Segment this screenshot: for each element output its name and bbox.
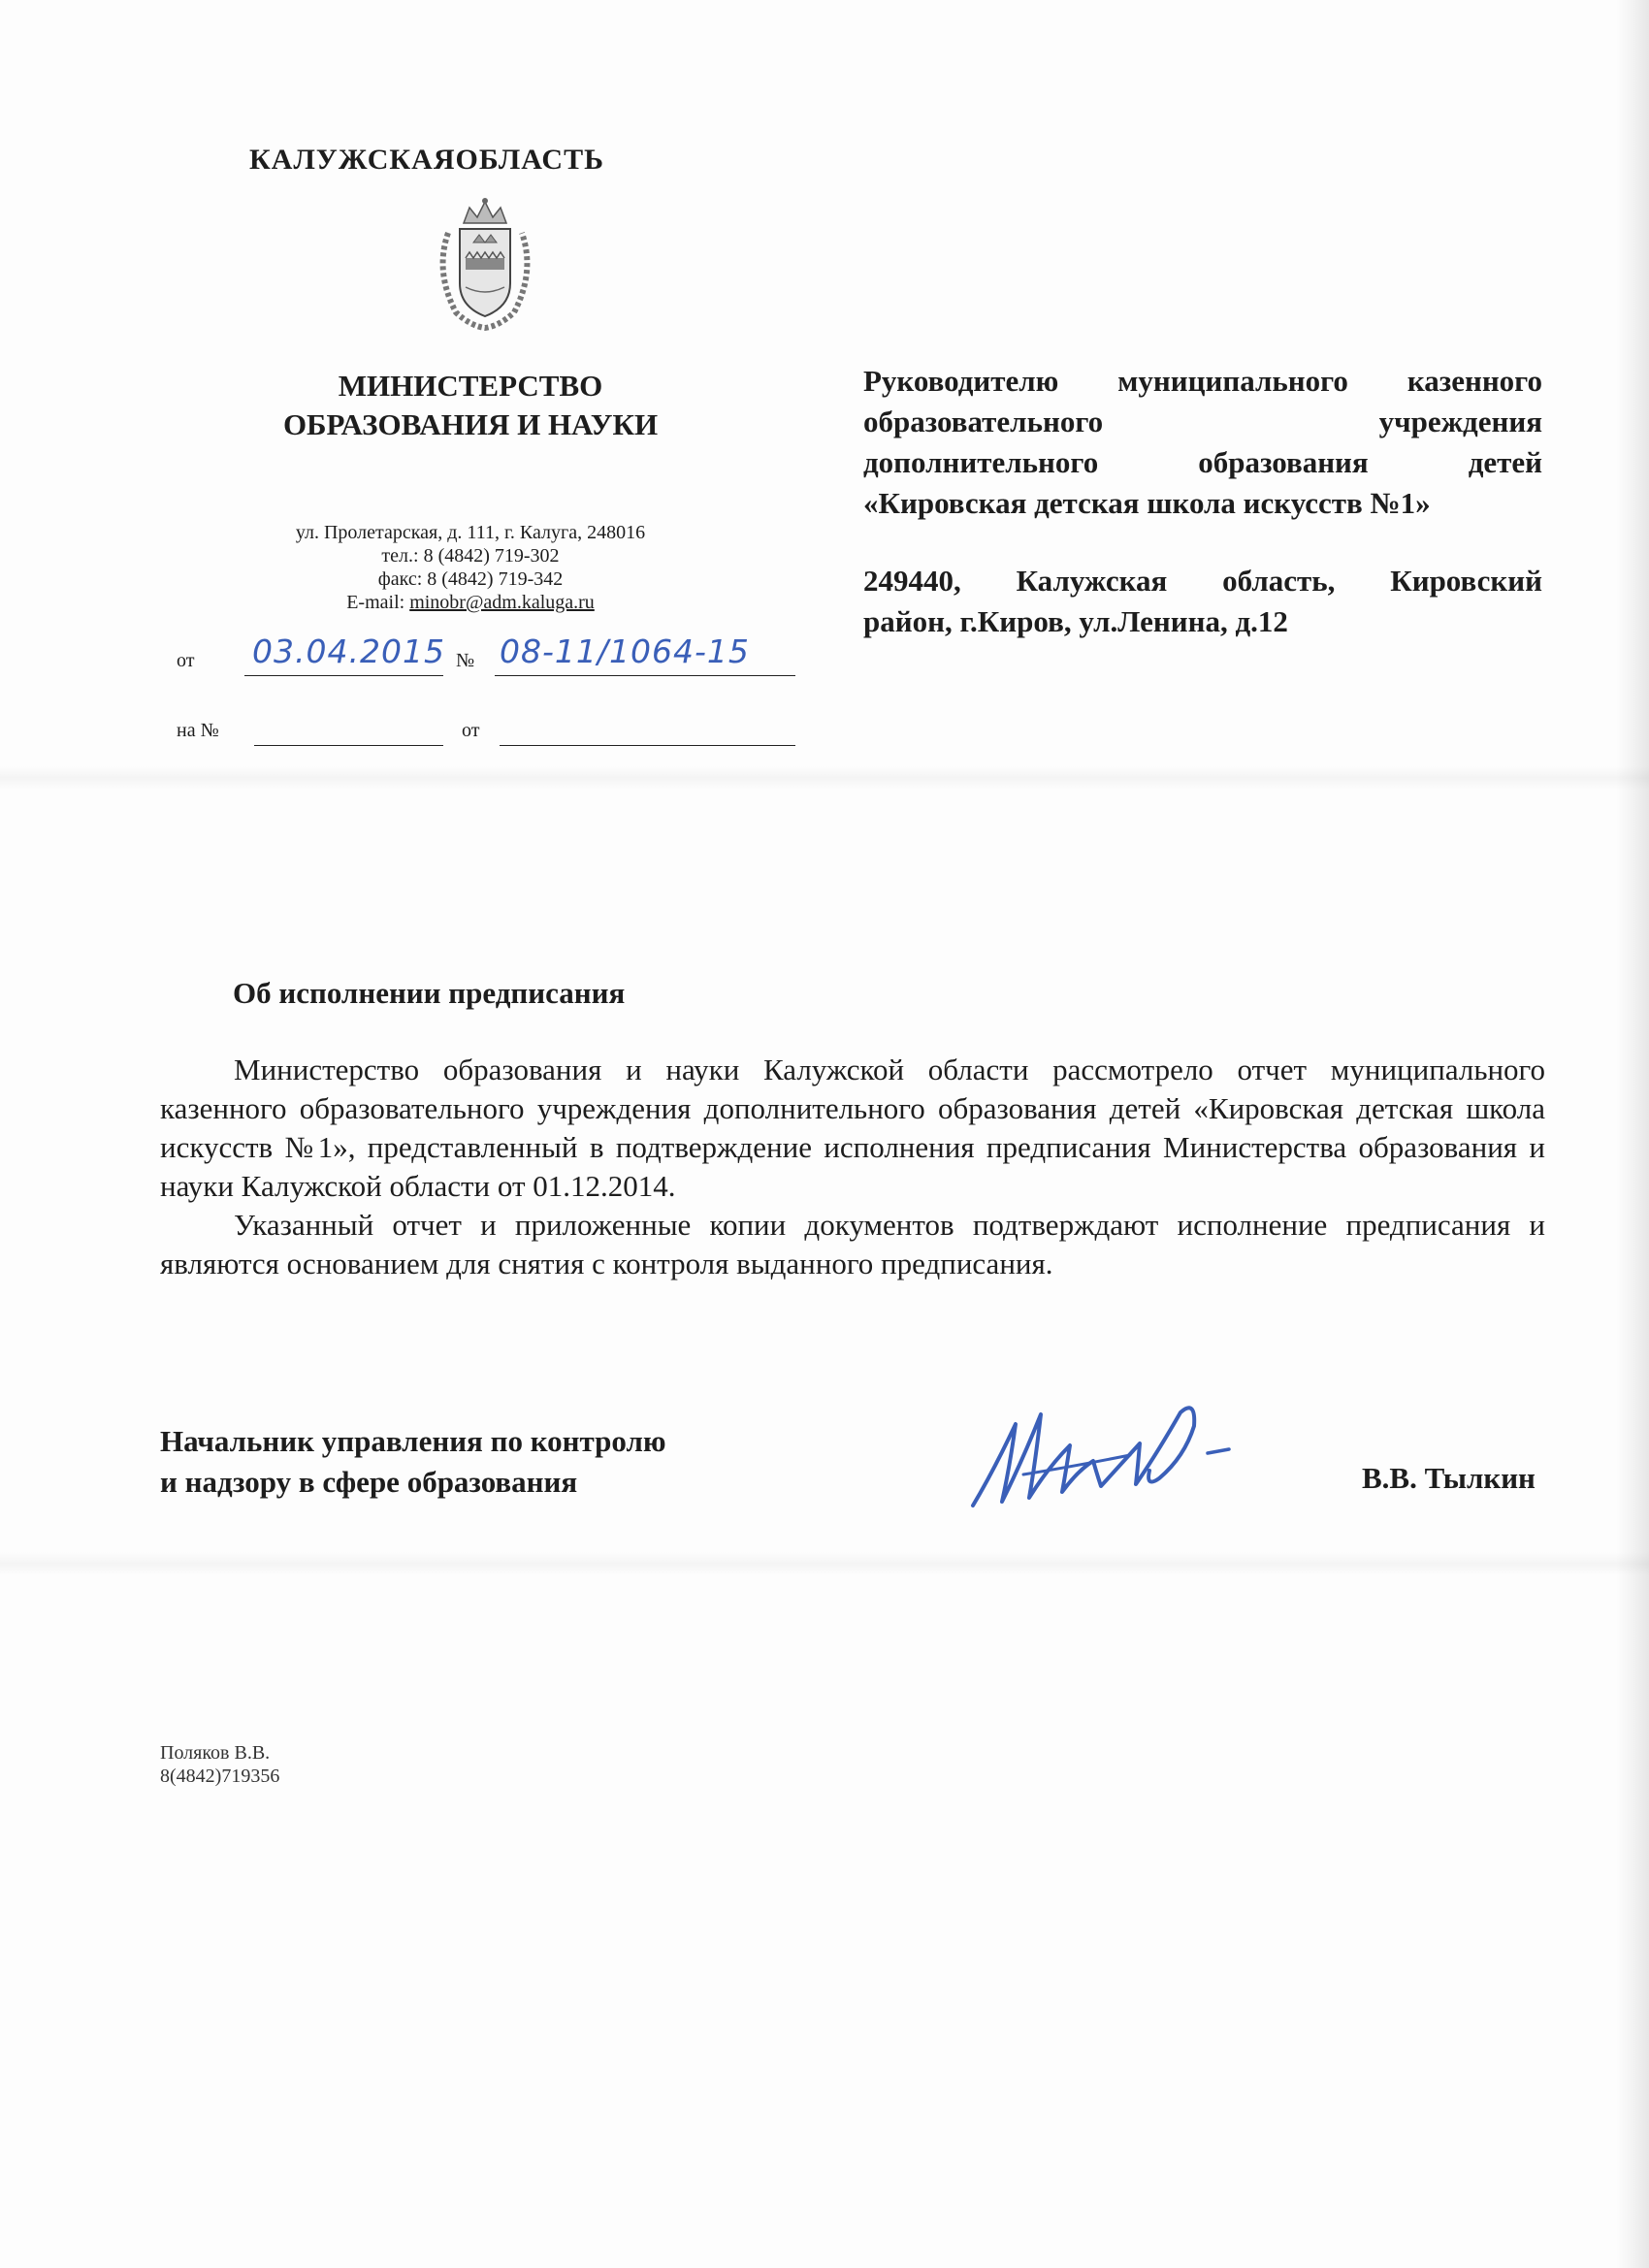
letter-body bbox=[160, 1051, 1545, 1283]
signatory-name: В.В. Тылкин bbox=[1362, 1461, 1536, 1495]
reply-date-label: от bbox=[462, 720, 480, 741]
letter-number: 08-11/1064-15 bbox=[500, 632, 750, 670]
signatory-position-line: и надзору в сфере образования bbox=[160, 1465, 578, 1499]
recipient-line: «Кировская детская школа искусств №1» bbox=[863, 486, 1431, 520]
reply-date-underline bbox=[500, 745, 795, 746]
date-label: от bbox=[177, 650, 195, 671]
scan-edge-shadow bbox=[1616, 0, 1649, 2268]
reply-number-underline bbox=[254, 745, 443, 746]
ministry-name-line2: ОБРАЗОВАНИЯ И НАУКИ bbox=[282, 407, 659, 441]
ministry-email-row bbox=[242, 591, 698, 614]
recipient-address-line: район, г.Киров, ул.Ленина, д.12 bbox=[863, 604, 1288, 638]
ministry-address: ул. Пролетарская, д. 111, г. Калуга, 248016 bbox=[295, 522, 646, 543]
body-paragraph: Министерство образования и науки Калужской области рассмотрело отчет муниципального казенного образовательного учреждения дополнительного образования детей «Кировская детская школа искусств №1», представленный в подтверждение исполнения предписания Министерства образования и науки Калужской области от 01.12.2014. bbox=[160, 1053, 1545, 1203]
letter-date: 03.04.2015 bbox=[252, 632, 445, 670]
recipient-block bbox=[863, 361, 1542, 524]
ministry-email: minobr@adm.kaluga.ru bbox=[409, 592, 595, 613]
executor-name: Поляков В.В. bbox=[160, 1742, 271, 1764]
letter-subject: Об исполнении предписания bbox=[233, 976, 626, 1010]
paper-fold bbox=[0, 1552, 1649, 1575]
date-underline bbox=[244, 675, 443, 676]
signatory-position-line: Начальник управления по контролю bbox=[160, 1424, 666, 1458]
ministry-phone: тел.: 8 (4842) 719-302 bbox=[381, 545, 560, 567]
ministry-name bbox=[223, 367, 718, 444]
number-label: № bbox=[456, 650, 475, 671]
region-title: КАЛУЖСКАЯОБЛАСТЬ bbox=[249, 144, 604, 176]
body-paragraph: Указанный отчет и приложенные копии документов подтверждают исполнение предписания и являются основанием для снятия с контроля выданного предписания. bbox=[160, 1208, 1545, 1280]
recipient-line: Руководителю муниципального казенного bbox=[863, 364, 1542, 398]
signatory-position bbox=[160, 1421, 781, 1503]
paper-fold bbox=[0, 766, 1649, 790]
ministry-name-line1: МИНИСТЕРСТВО bbox=[338, 369, 603, 403]
recipient-line: дополнительного образования детей bbox=[863, 445, 1542, 479]
number-underline bbox=[495, 675, 795, 676]
recipient-address-line: 249440, Калужская область, Кировский bbox=[863, 564, 1542, 598]
recipient-address bbox=[863, 561, 1542, 642]
executor-block bbox=[160, 1741, 279, 1788]
coat-of-arms-icon bbox=[427, 194, 543, 335]
ministry-fax: факс: 8 (4842) 719-342 bbox=[377, 568, 564, 590]
executor-phone: 8(4842)719356 bbox=[160, 1766, 280, 1787]
email-label: E-mail: bbox=[346, 592, 410, 613]
reply-number-label: на № bbox=[177, 720, 219, 741]
ministry-contacts bbox=[242, 521, 698, 614]
recipient-line: образовательного учреждения bbox=[863, 405, 1542, 438]
handwritten-signature-icon bbox=[965, 1377, 1285, 1523]
